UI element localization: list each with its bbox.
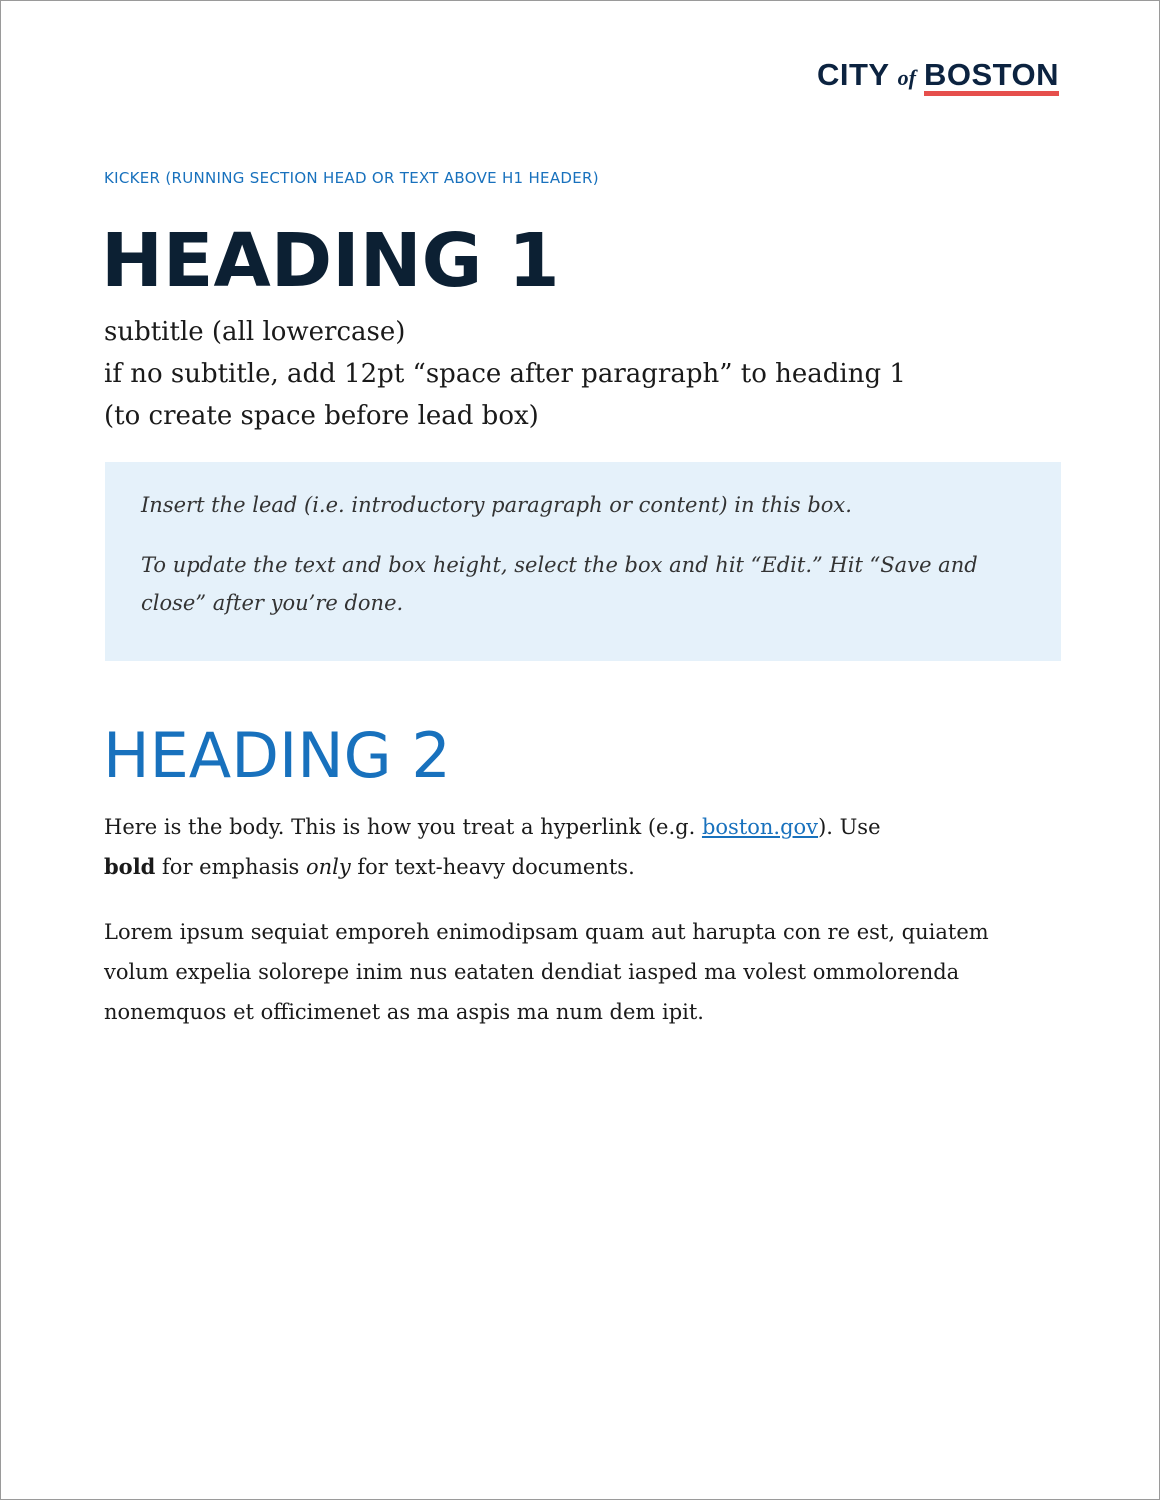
body-text-segment: ). Use [818, 815, 881, 839]
kicker: KICKER (RUNNING SECTION HEAD OR TEXT ABOVE H1 HEADER) [104, 169, 599, 187]
subtitle-line-3: (to create space before lead box) [104, 401, 539, 431]
city-of-boston-logo [817, 57, 1059, 96]
subtitle-line-1: subtitle (all lowercase) [104, 317, 406, 347]
lead-paragraph-2: To update the text and box height, select the box and hit “Edit.” Hit “Save and close” after you’re done. [141, 553, 978, 615]
body-paragraph-2: Lorem ipsum sequiat emporeh enimodipsam quam aut harupta con re est, quiatem volum expelia solorepe inim nus eataten dendiat iasped ma volest ommolorenda nonemquos et officimenet as ma aspis ma num dem ipit. [104, 920, 989, 1024]
italic-emphasis: only [305, 855, 351, 879]
subtitle [104, 311, 906, 437]
subtitle-line-2: if no subtitle, add 12pt “space after paragraph” to heading 1 [104, 359, 906, 389]
lead-paragraph-1: Insert the lead (i.e. introductory paragraph or content) in this box. [141, 493, 852, 517]
lead-box [105, 462, 1061, 661]
logo-city-text: CITY [816, 57, 890, 92]
body-text-segment: for text-heavy documents. [350, 855, 635, 879]
logo-boston-text: BOSTON [924, 59, 1059, 96]
body-text-segment: for emphasis [155, 855, 306, 879]
boston-gov-link[interactable]: boston.gov [701, 815, 819, 839]
heading-2: HEADING 2 [103, 719, 451, 792]
bold-emphasis: bold [104, 854, 156, 879]
heading-1: HEADING 1 [101, 218, 560, 304]
body-text-segment: Here is the body. This is how you treat a hyperlink (e.g. [104, 815, 702, 839]
logo-of-text: of [897, 65, 916, 90]
body-paragraph-1 [104, 807, 1034, 887]
